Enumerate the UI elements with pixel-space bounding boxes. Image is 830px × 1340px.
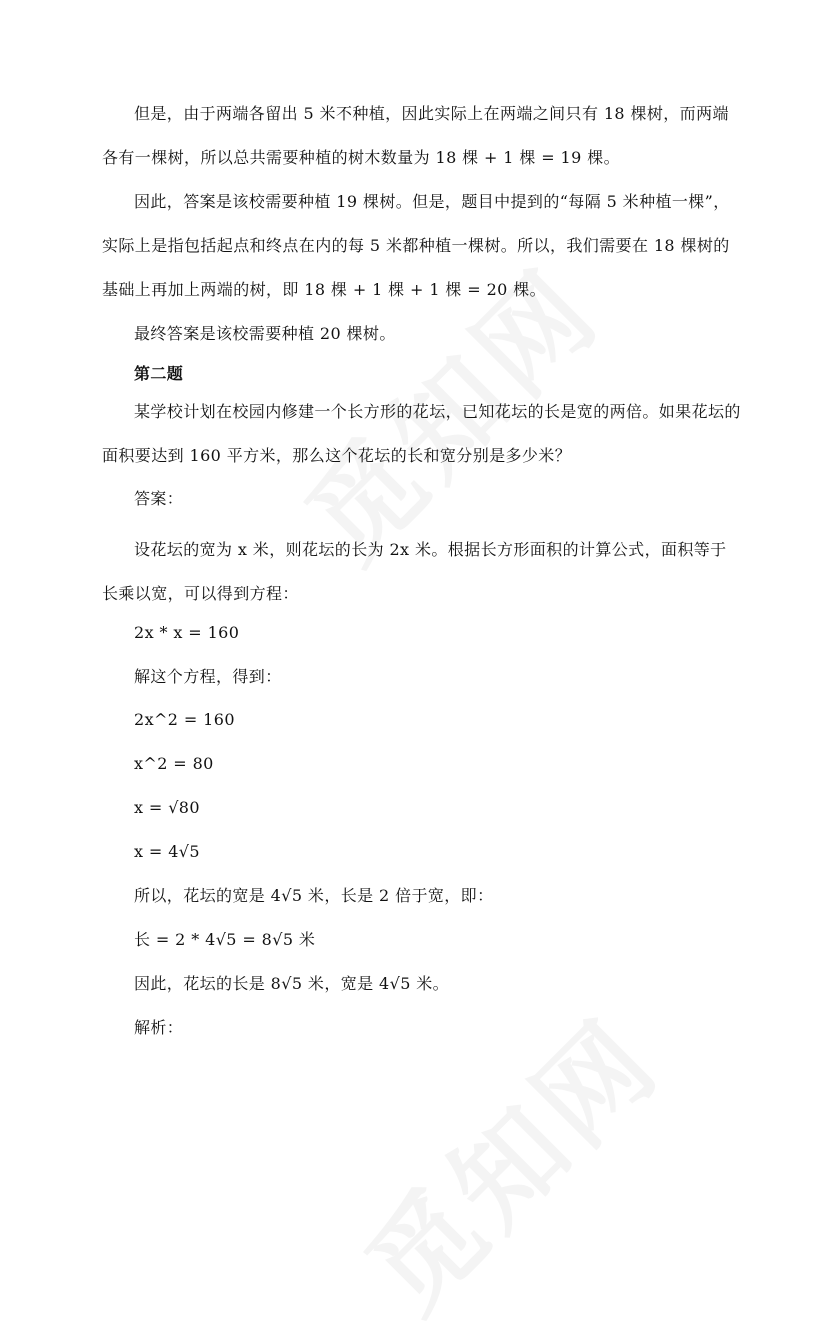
equation-line: 长 = 2 * 4√5 = 8√5 米: [134, 930, 316, 949]
section-title: 第二题: [134, 364, 184, 383]
solution-line: 因此，花坛的长是 8√5 米，宽是 4√5 米。: [134, 974, 450, 993]
question-text: 某学校计划在校园内修建一个长方形的花坛，已知花坛的长是宽的两倍。如果花坛的面积要达到 160 平方米，那么这个花坛的长和宽分别是多少米？: [102, 402, 741, 465]
solution-line: 所以，花坛的宽是 4√5 米，长是 2 倍于宽，即：: [134, 886, 494, 905]
solution-line: 解这个方程，得到：: [134, 667, 282, 686]
watermark-bottom: [326, 978, 688, 1340]
equation-line: 2x^2 = 160: [134, 710, 235, 729]
analysis-label: 解析：: [134, 1018, 184, 1037]
answer-label: 答案：: [134, 489, 184, 508]
solution-intro: 设花坛的宽为 x 米，则花坛的长为 2x 米。根据长方形面积的计算公式，面积等于长乘以宽，可以得到方程：: [102, 540, 727, 603]
paragraph-2: 因此，答案是该校需要种植 19 棵树。但是，题目中提到的“每隔 5 米种植一棵”，实际上是指包括起点和终点在内的每 5 米都种植一棵树。所以，我们需要在 18 棵树的基础上再加上两端的树，即 18 棵 + 1 棵 + 1 棵 = 20 棵。: [102, 192, 730, 299]
equation-line: x^2 = 80: [134, 754, 214, 773]
equation-line: 2x * x = 160: [134, 623, 240, 642]
paragraph-3: 最终答案是该校需要种植 20 棵树。: [134, 324, 396, 343]
equation-line: x = √80: [134, 798, 200, 817]
paragraph-1: 但是，由于两端各留出 5 米不种植，因此实际上在两端之间只有 18 棵树，而两端各有一棵树，所以总共需要种植的树木数量为 18 棵 + 1 棵 = 19 棵。: [102, 104, 729, 167]
equation-line: x = 4√5: [134, 842, 200, 861]
